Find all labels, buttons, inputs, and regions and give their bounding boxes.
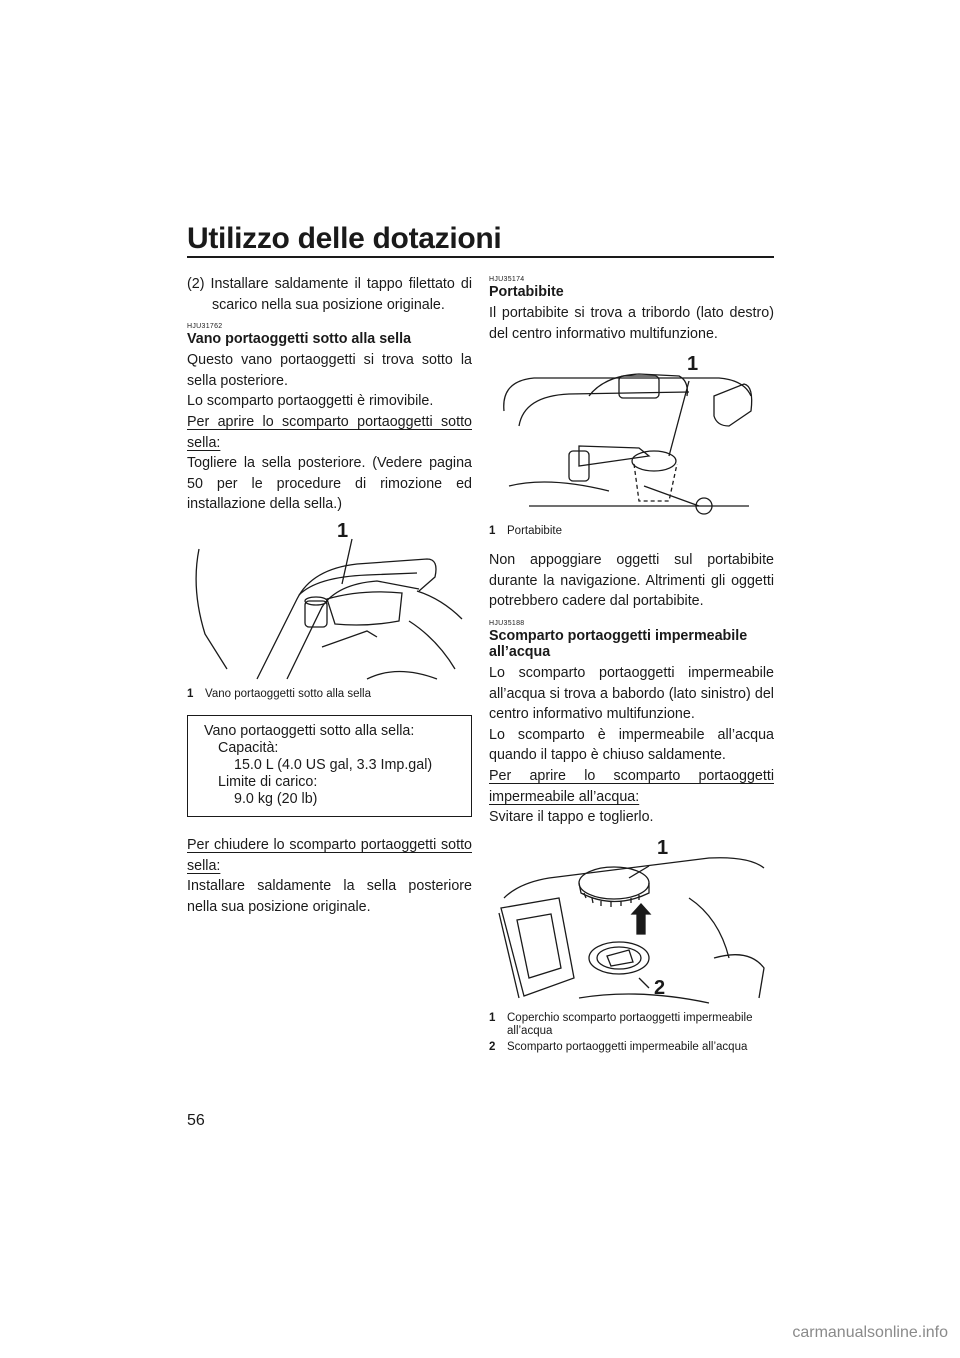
caption-item xyxy=(489,1041,774,1054)
caption-text: Coperchio scomparto portaoggetti impermeabile all’acqua xyxy=(507,1011,753,1037)
callout-1: 1 xyxy=(657,836,669,859)
paragraph: Installare saldamente la sella posteriore nella sua posizione originale. xyxy=(187,878,472,915)
watermark: carmanualsonline.info xyxy=(792,1324,948,1341)
callout-1: 1 xyxy=(687,353,699,376)
section-heading-cup-holder: Portabibite xyxy=(489,284,564,300)
paragraph: Togliere la sella posteriore. (Vedere pagina 50 per le procedure di rimozione ed installazione della sella.) xyxy=(187,455,472,513)
cup-holder-illustration xyxy=(489,353,774,521)
figure-underseat-storage xyxy=(187,519,472,684)
spec-capacity-label: Capacità: xyxy=(218,739,279,756)
figure-cup-holder xyxy=(489,353,774,521)
spec-title: Vano portaoggetti sotto alla sella: xyxy=(204,722,415,739)
caption-text: Scomparto portaoggetti impermeabile all’acqua xyxy=(507,1040,748,1053)
spec-box xyxy=(187,715,472,817)
page-title: Utilizzo delle dotazioni xyxy=(187,222,502,255)
open-procedure-label: Per aprire lo scomparto portaoggetti sotto sella: xyxy=(187,413,472,451)
callout-1: 1 xyxy=(337,519,349,542)
figure-caption-list xyxy=(489,1012,774,1054)
paragraph: Il portabibite si trova a tribordo (lato destro) del centro informativo multifunzione. xyxy=(489,305,774,342)
paragraph: Svitare il tappo e toglierlo. xyxy=(489,809,654,826)
figure-caption xyxy=(489,525,774,538)
callout-2: 2 xyxy=(654,976,666,999)
caption-number: 1 xyxy=(489,525,496,538)
caption-number: 1 xyxy=(489,1011,496,1024)
page-number: 56 xyxy=(187,1112,205,1129)
paragraph: Lo scomparto è impermeabile all’acqua quando il tappo è chiuso saldamente. xyxy=(489,726,774,764)
title-rule xyxy=(187,256,774,258)
figure-waterproof-storage xyxy=(489,838,774,1008)
figure-caption xyxy=(187,688,472,701)
paragraph: Non appoggiare oggetti sul portabibite durante la navigazione. Altrimenti gli oggetti potrebbero cadere dal portabibite. xyxy=(489,552,774,610)
left-column xyxy=(187,274,472,917)
section-code: HJU31762 xyxy=(187,323,223,331)
close-procedure-label: Per chiudere lo scomparto portaoggetti sotto sella: xyxy=(187,836,472,874)
spec-load-label: Limite di carico: xyxy=(218,773,318,790)
right-column xyxy=(489,274,774,1057)
section-code: HJU35188 xyxy=(489,619,525,627)
caption-item xyxy=(489,1012,774,1038)
caption-text: Portabibite xyxy=(507,525,562,538)
section-code: HJU35174 xyxy=(489,276,525,283)
underseat-storage-illustration xyxy=(187,529,472,684)
open-procedure-label: Per aprire lo scomparto portaoggetti impermeabile all’acqua: xyxy=(489,767,774,805)
waterproof-storage-illustration xyxy=(489,838,774,1008)
section-heading-waterproof-storage: Scomparto portaoggetti impermeabile all’acqua xyxy=(489,627,748,660)
section-heading-underseat-storage: Vano portaoggetti sotto alla sella xyxy=(187,331,412,348)
caption-text: Vano portaoggetti sotto alla sella xyxy=(205,687,372,700)
paragraph: Lo scomparto portaoggetti è rimovibile. xyxy=(187,393,434,410)
paragraph: Questo vano portaoggetti si trova sotto la sella posteriore. xyxy=(187,352,472,389)
caption-number: 2 xyxy=(489,1040,496,1053)
spec-load-value: 9.0 kg (20 lb) xyxy=(234,790,318,807)
spec-capacity-value: 15.0 L (4.0 US gal, 3.3 Imp.gal) xyxy=(234,756,433,773)
caption-number: 1 xyxy=(187,687,194,700)
paragraph: Lo scomparto portaoggetti impermeabile all’acqua si trova a babordo (lato sinistro) del centro informativo multifunzione. xyxy=(489,664,774,723)
step-2-text: (2) Installare saldamente il tappo filettato di scarico nella sua posizione originale. xyxy=(187,276,472,313)
